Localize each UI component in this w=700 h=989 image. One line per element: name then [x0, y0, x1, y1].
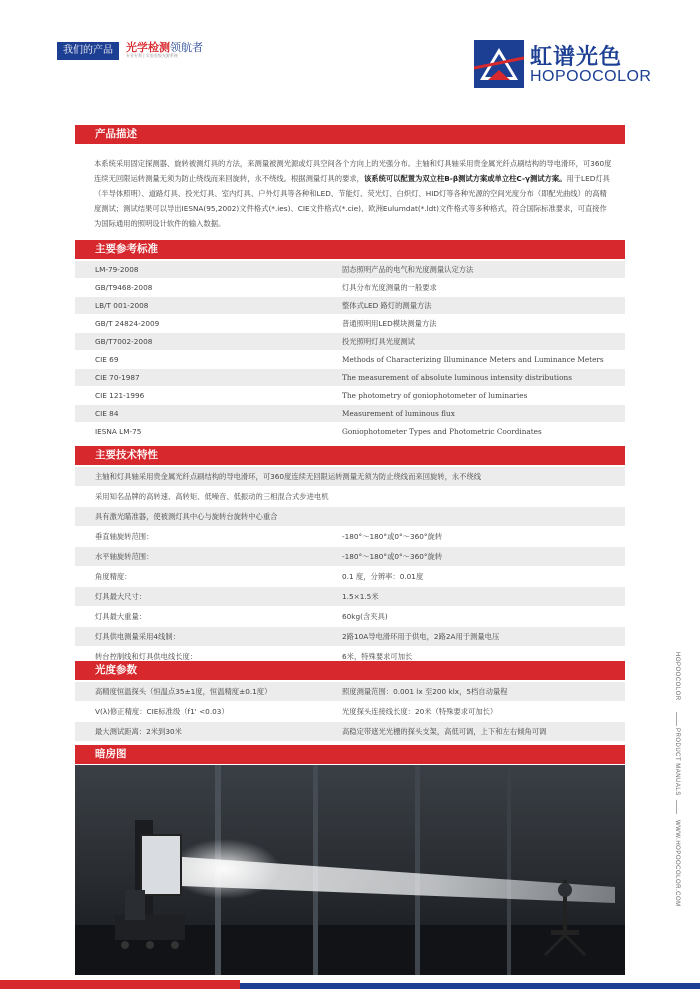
feature-label: 水平轴旋转范围： [95, 552, 154, 561]
table-row [75, 627, 625, 647]
table-row [75, 351, 625, 369]
table-row [75, 467, 625, 487]
standard-code: LM-79-2008 [95, 265, 139, 274]
photometric-left: V(λ)修正精度：CIE标准级（f1' <0.03） [95, 707, 229, 716]
table-row [75, 261, 625, 279]
hopoocolor-logo-icon [474, 40, 524, 88]
side-divider [676, 712, 677, 726]
photometric-right: 光度探头连接线长度：20米（特殊要求可加长） [342, 707, 498, 716]
feature-label: 垂直轴旋转范围： [95, 532, 154, 541]
header-tab: 我们的产品 [57, 42, 119, 60]
standard-code: CIE 84 [95, 409, 119, 418]
standard-code: CIE 121-1996 [95, 391, 145, 400]
standard-code: IESNA LM-75 [95, 427, 142, 436]
section-title-photometric: 光度参数 [75, 661, 625, 680]
feature-line: 采用知名品牌的高转速、高转矩、低噪音、低振动的三相混合式步进电机 [95, 492, 329, 501]
feature-label: 转台控制线和灯具供电线长度： [95, 652, 198, 661]
standard-desc: Goniophotometer Types and Photometric Coordinates [342, 427, 542, 436]
description-text [94, 156, 614, 231]
standards-table [75, 261, 625, 441]
table-row [75, 297, 625, 315]
photometric-table [75, 682, 625, 742]
feature-line: 主轴和灯具轴采用贵金属光纤点刷结构的导电滑环，可360度连续无回限运转测量无须为防止绕线而来回旋转，永不绕线 [95, 472, 482, 481]
description-text-bold: 该系统可以配置为双立柱B-β测试方案或单立柱C-γ测试方案。 [363, 174, 567, 183]
table-row [75, 387, 625, 405]
standard-code: LB/T 001-2008 [95, 301, 149, 310]
standard-desc: The photometry of goniophotometer of luminaries [342, 391, 528, 400]
side-divider [676, 800, 677, 814]
table-row [75, 682, 625, 702]
table-row [75, 587, 625, 607]
feature-label: 灯具最大重量： [95, 612, 147, 621]
footer-stripe-red [0, 980, 240, 989]
table-row [75, 405, 625, 423]
feature-value: -180°～180°或0°～360°旋转 [342, 552, 443, 561]
photometric-left: 高精度恒温探头（恒温点35±1度，恒温精度±0.1度） [95, 687, 272, 696]
standard-desc: 固态照明产品的电气和光度测量认定方法 [342, 265, 474, 274]
feature-value: 0.1 度，分辨率：0.01度 [342, 572, 424, 581]
feature-label: 角度精度： [95, 572, 132, 581]
side-brand: HOPOOCOLOR [674, 652, 680, 701]
feature-line: 具有激光瞄准器，使被测灯具中心与旋转台旋转中心重合 [95, 512, 278, 521]
table-row [75, 333, 625, 351]
feature-label: 灯具最大尺寸： [95, 592, 147, 601]
section-title-standards: 主要参考标准 [75, 240, 625, 259]
description-text-1: 本系统采用固定探测器、旋转被测灯具的方法，来测量被测光源或灯具空间各个方向上的光强分布。主轴和灯具轴采用贵金属光纤点刷结构的导电滑环，可360度连续无回限运转测量无须为防止绕线而来回旋转，永不绕线。根据测量灯具的要求， [94, 159, 612, 183]
section-title-darkroom: 暗房图 [75, 745, 625, 764]
standard-desc: 灯具分布光度测量的一般要求 [342, 283, 437, 292]
brand-sub: 专业专利 | 实验室级光源系统 [126, 53, 178, 58]
side-manuals: PRODUCT MANUALS [674, 728, 680, 796]
table-row [75, 567, 625, 587]
side-url: WWW.HOPOOCOLOR.COM [674, 820, 680, 907]
standard-desc: Methods of Characterizing Illuminance Meters and Luminance Meters [342, 355, 604, 364]
feature-value: 2路10A导电滑环用于供电，2路2A用于测量电压 [342, 632, 500, 641]
photometric-right: 照度测量范围：0.001 lx 至200 klx，5档自动量程 [342, 687, 508, 696]
standard-desc: 普通照明用LED模块测量方法 [342, 319, 437, 328]
section-title-description: 产品描述 [75, 125, 625, 144]
table-row [75, 607, 625, 627]
standard-desc: Measurement of luminous flux [342, 409, 455, 418]
standard-desc: 整体式LED 路灯的测量方法 [342, 301, 432, 310]
table-row [75, 369, 625, 387]
feature-value: 60kg(含夹具) [342, 612, 388, 621]
photometric-right: 高稳定带遮光光栅的探头支架，高低可调，上下和左右倾角可调 [342, 727, 547, 736]
feature-value: -180°～180°或0°～360°旋转 [342, 532, 443, 541]
feature-label: 灯具供电测量采用4线制： [95, 632, 180, 641]
section-title-features: 主要技术特性 [75, 446, 625, 465]
standard-code: CIE 70-1987 [95, 373, 140, 382]
table-row [75, 702, 625, 722]
standard-desc: The measurement of absolute luminous intensity distributions [342, 373, 572, 382]
feature-value: 1.5×1.5米 [342, 592, 379, 601]
darkroom-photo [75, 765, 625, 975]
table-row [75, 527, 625, 547]
standard-code: GB/T9468-2008 [95, 283, 153, 292]
footer-stripe-blue [240, 983, 700, 989]
table-row [75, 423, 625, 441]
logo-text-cn: 虹谱光色 [530, 45, 623, 70]
description-text-2: 用于LED灯具（半导体照明）、道路灯具、投光灯具、室内灯具、户外灯具等各种和LED、节能灯、荧光灯、白炽灯、HID灯等各种光源的空间光度分布（即配光曲线）的高精度测试；测试结果可以导出IESNA(95,2002)文件格式(*.ies)、CIE文件格式(*.cie)、欧洲Eulumdat(*.ldt)文件格式等多种格式，符合国际标准要求，可直接作为国际通用的照明设计软件的输入数据。 [94, 174, 610, 228]
table-row [75, 487, 625, 507]
features-table [75, 467, 625, 667]
standard-code: GB/T7002-2008 [95, 337, 153, 346]
table-row [75, 722, 625, 742]
brand-slogan-red: 光学检测 [126, 41, 170, 54]
standard-desc: 投光照明灯具光度测试 [342, 337, 415, 346]
logo-text-en: HOPOOCOLOR [530, 68, 652, 85]
photometric-left: 最大测试距离：2米到30米 [95, 727, 182, 736]
standard-code: GB/T 24824-2009 [95, 319, 160, 328]
table-row [75, 507, 625, 527]
standard-code: CIE 69 [95, 355, 119, 364]
brand-slogan-blue: 领航者 [170, 41, 203, 54]
table-row [75, 279, 625, 297]
feature-value: 6米，特殊要求可加长 [342, 652, 413, 661]
table-row [75, 547, 625, 567]
table-row [75, 315, 625, 333]
